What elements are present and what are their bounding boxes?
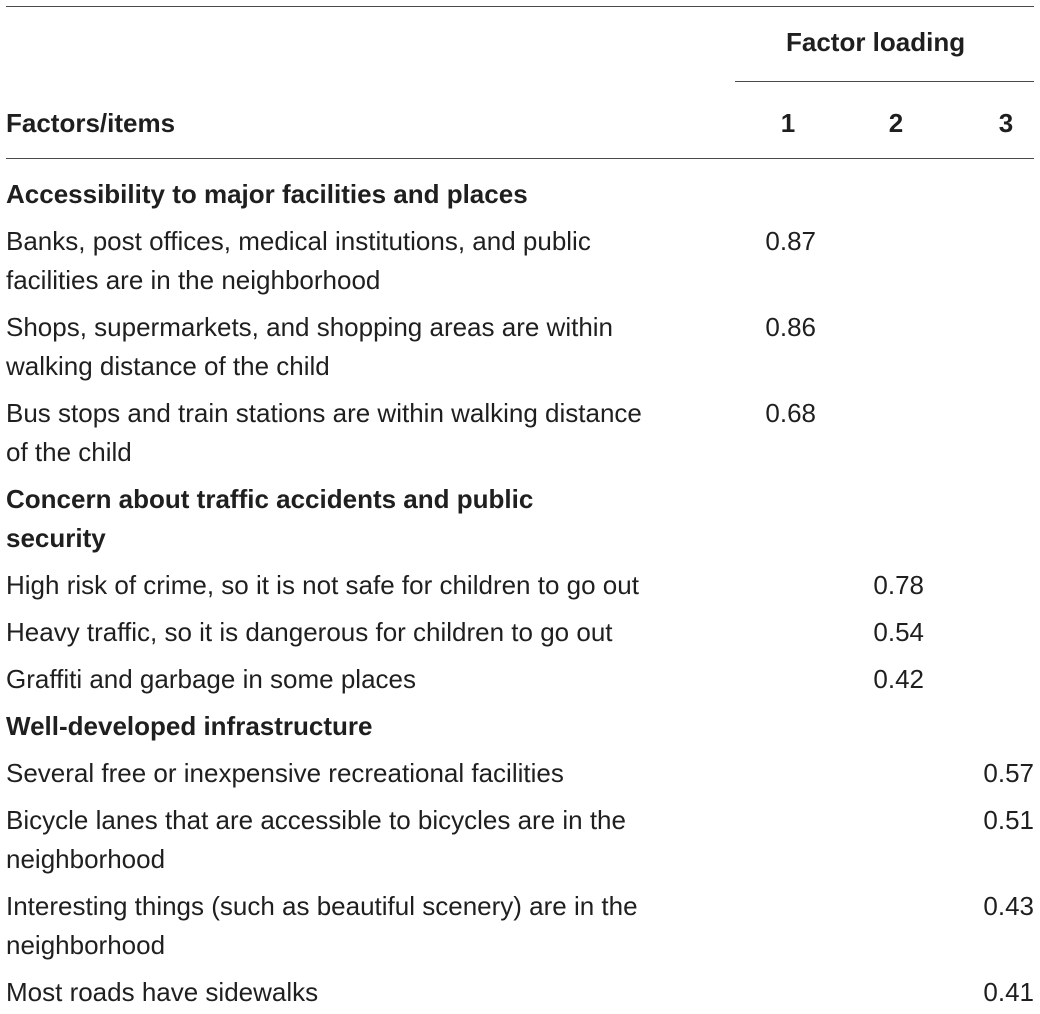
factor-loading-value: 0.43 xyxy=(983,891,1034,921)
factor-loading-value: 0.57 xyxy=(983,758,1034,788)
item-label: Bicycle lanes that are accessible to bicycles are in the xyxy=(6,805,626,835)
item-label: Graffiti and garbage in some places xyxy=(6,664,416,694)
item-label: neighborhood xyxy=(6,930,166,960)
group-header-factor-loading: Factor loading xyxy=(786,27,966,57)
item-label: of the child xyxy=(6,437,132,467)
item-label: facilities are in the neighborhood xyxy=(6,265,381,295)
item-label: Interesting things (such as beautiful scenery) are in the xyxy=(6,891,638,921)
item-label: neighborhood xyxy=(6,844,166,874)
factor-loading-value: 0.51 xyxy=(983,805,1034,835)
section-title: Accessibility to major facilities and places xyxy=(6,179,528,209)
factor-loading-value: 0.54 xyxy=(873,617,924,647)
section-title: security xyxy=(6,523,106,553)
column-header-factor-3: 3 xyxy=(998,108,1014,138)
item-label: Heavy traffic, so it is dangerous for children to go out xyxy=(6,617,613,647)
table-top-rule xyxy=(6,6,1034,7)
section-title: Concern about traffic accidents and public xyxy=(6,484,534,514)
factor-loading-value: 0.41 xyxy=(983,977,1034,1007)
factor-loading-value: 0.87 xyxy=(765,226,816,256)
factor-loading-value: 0.78 xyxy=(873,570,924,600)
item-label: Most roads have sidewalks xyxy=(6,977,319,1007)
item-label: Shops, supermarkets, and shopping areas are within xyxy=(6,312,614,342)
factor-loading-value: 0.68 xyxy=(765,398,816,428)
factor-loading-value: 0.42 xyxy=(873,664,924,694)
item-label: walking distance of the child xyxy=(6,351,330,381)
group-header-rule xyxy=(735,81,1034,82)
item-label: High risk of crime, so it is not safe for children to go out xyxy=(6,570,639,600)
section-title: Well-developed infrastructure xyxy=(6,711,373,741)
column-header-factors-items: Factors/items xyxy=(6,108,176,138)
header-bottom-rule xyxy=(6,158,1034,159)
column-header-factor-2: 2 xyxy=(888,108,904,138)
column-header-factor-1: 1 xyxy=(780,108,796,138)
factor-loading-value: 0.86 xyxy=(765,312,816,342)
item-label: Bus stops and train stations are within walking distance xyxy=(6,398,642,428)
item-label: Banks, post offices, medical institutions, and public xyxy=(6,226,591,256)
item-label: Several free or inexpensive recreational facilities xyxy=(6,758,564,788)
